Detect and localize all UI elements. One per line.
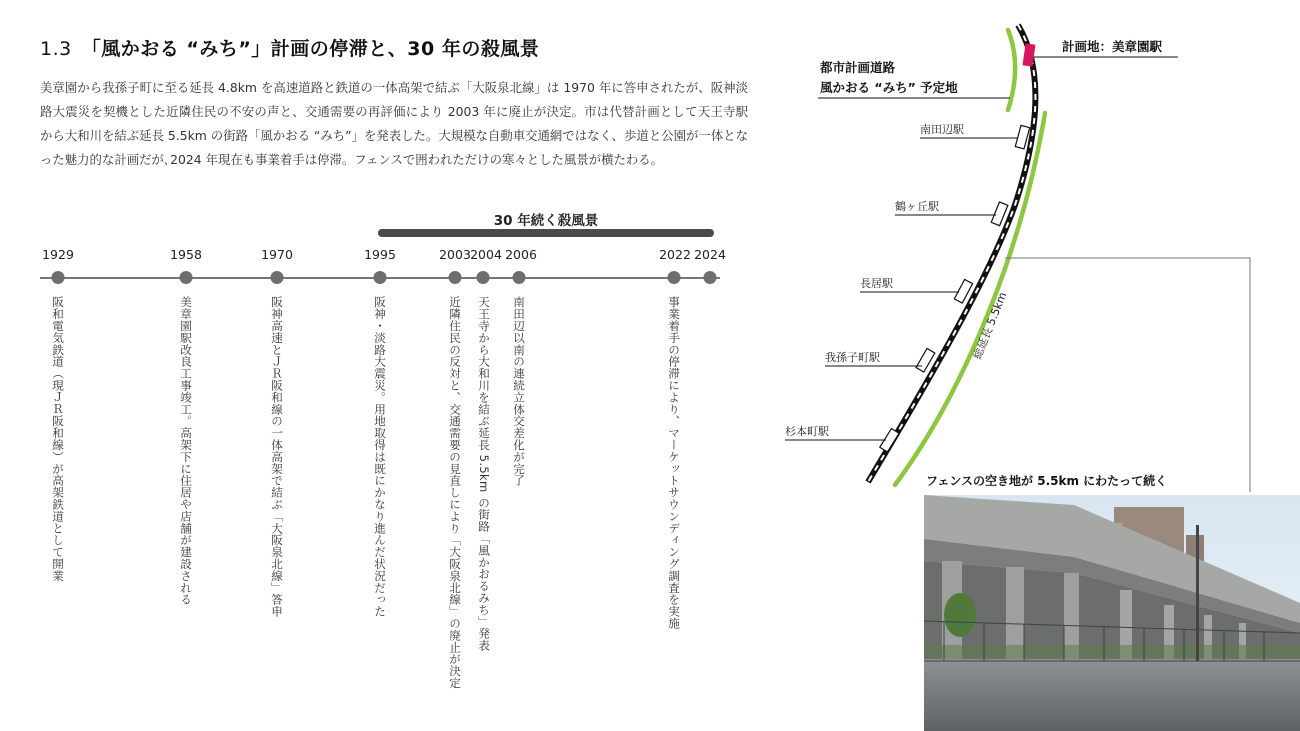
road-label-line2: 風かおる “みち” 予定地 — [820, 80, 958, 95]
stagnation-band — [378, 229, 714, 237]
station-label-tsurugaoka: 鶴ヶ丘駅 — [895, 200, 939, 213]
year-1995: 1995 — [364, 247, 396, 262]
timeline-dot — [52, 271, 65, 284]
year-2003: 2003 — [439, 247, 471, 262]
station-label-sugimotocho: 杉本町駅 — [785, 425, 829, 438]
event-text-1929: 阪和電気鉄道（現ＪＲ阪和線）が高架鉄道として開業 — [51, 296, 65, 582]
year-1958: 1958 — [170, 247, 202, 262]
viaduct-photo — [924, 495, 1300, 731]
event-text-2022: 事業着手の停滞により、マーケットサウンディング調査を実施 — [667, 296, 681, 630]
timeline-dot — [704, 271, 717, 284]
photo-callout-line — [1005, 258, 1250, 492]
timeline-dot — [449, 271, 462, 284]
timeline-dot — [513, 271, 526, 284]
station-label-nagai: 長居駅 — [860, 277, 893, 290]
photo-tree — [944, 593, 976, 637]
event-text-2004: 天王寺から大和川を結ぶ延長 5.5km の街路「風かおるみち」発表 — [477, 296, 491, 652]
year-2022: 2022 — [659, 247, 691, 262]
year-2004: 2004 — [470, 247, 502, 262]
body-paragraph: 美章園から我孫子町に至る延長 4.8km を高速道路と鉄道の一体高架で結ぶ「大阪泉北線」は 1970 年に答申されたが、阪神淡路大震災を契機とした近隣住民の不安の声と、交通需要の再評価により 2003 年に廃止が決定。市は代替計画として天王寺駅から大和川を結ぶ延長 5.5km の街路「風かおる “みち”」を発表した。大規模な自動車交通網ではなく、歩道と公園が一体となった魅力的な計画だが､2024 年現在も事業着手は停滞。フェンスで囲われただけの寒々とした風景が横たわる。 — [40, 80, 748, 167]
timeline-dot — [374, 271, 387, 284]
station-box-minamitanabe — [1015, 125, 1029, 149]
site-label: 計画地：美章園駅 — [1062, 39, 1163, 54]
photo-caption: フェンスの空き地が 5.5km にわたって続く — [926, 474, 1168, 488]
station-label-minamitanabe: 南田辺駅 — [920, 123, 964, 136]
section-title-text: 「風かおる “みち”」計画の停滞と、30 年の殺風景 — [81, 38, 540, 60]
event-text-1958: 美章園駅改良工事竣工。高架下に住居や店舗が建設される — [179, 296, 193, 606]
timeline-dot — [668, 271, 681, 284]
road-label-line1: 都市計画道路 — [820, 60, 896, 75]
year-2006: 2006 — [505, 247, 537, 262]
stagnation-band-label: 30 年続く殺風景 — [493, 213, 599, 229]
event-text-1970: 阪神高速とＪＲ阪和線の一体高架で結ぶ「大阪泉北線」答申 — [270, 296, 284, 618]
timeline-dot — [271, 271, 284, 284]
event-text-2006: 南田辺以南の連続立体交差化が完了 — [512, 296, 526, 487]
photo-pole — [1196, 525, 1199, 661]
photo-ground — [924, 659, 1300, 731]
photo-grass — [924, 645, 1300, 659]
route-map — [760, 0, 1300, 495]
event-text-1995: 阪神・淡路大震災。用地取得は既にかなり進んだ状況だった — [373, 296, 387, 618]
section-title — [40, 34, 539, 61]
station-label-abikocho: 我孫子町駅 — [825, 351, 880, 364]
length-label: 総延長 5.5km — [970, 290, 1010, 362]
year-1929: 1929 — [42, 247, 74, 262]
timeline-dot — [477, 271, 490, 284]
timeline-dot — [180, 271, 193, 284]
year-2024: 2024 — [694, 247, 726, 262]
year-1970: 1970 — [261, 247, 293, 262]
event-text-2003: 近隣住民の反対と、交通需要の見直しにより「大阪泉北線」の廃止が決定 — [448, 296, 462, 689]
section-number: 1.3 — [40, 38, 72, 60]
